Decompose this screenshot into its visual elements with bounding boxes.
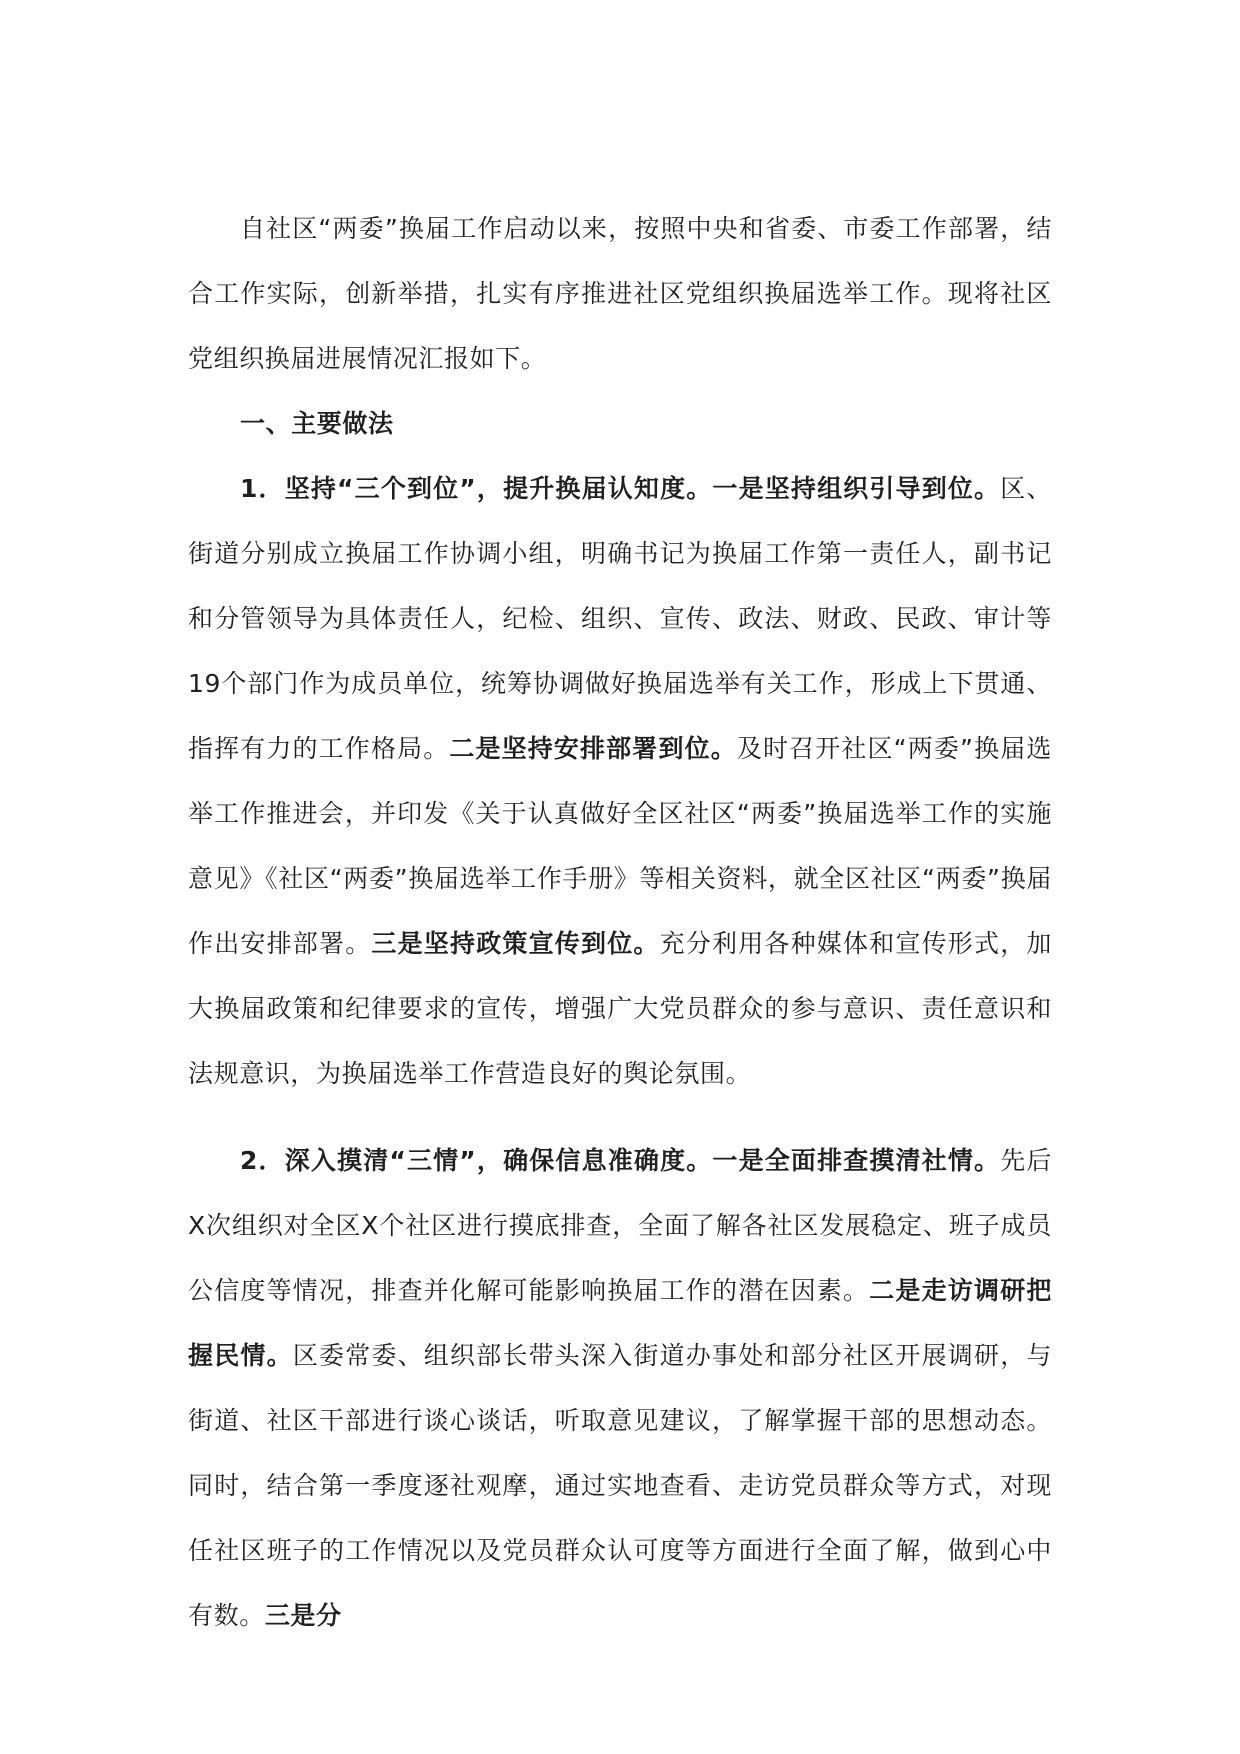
item-1-point-3-text: 充分利用各种媒体和宣传形式，加大换届政策和纪律要求的宣传，增强广大党员群众的参与意识、责任意识和法规意识，为换届选举工作营造良好的舆论氛围。 [188, 929, 1052, 1088]
item-1-point-1-text: 区、街道分别成立换届工作协调小组，明确书记为换届工作第一责任人，副书记和分管领导为具体责任人，纪检、组织、宣传、政法、财政、民政、审计等19个部门作为成员单位，统筹协调做好换届选举有关工作，形成上下贯通、指挥有力的工作格局。 [188, 474, 1052, 763]
section-heading [188, 391, 1052, 456]
item-1-title: 1．坚持“三个到位”，提升换届认知度。 [240, 474, 713, 503]
item-2-point-3-lead: 三是分 [264, 1601, 342, 1630]
item-1-point-1-lead: 一是坚持组织引导到位。 [712, 474, 1001, 503]
item-1-point-3-lead: 三是坚持政策宣传到位。 [371, 929, 660, 958]
item-2-point-2-text: 区委常委、组织部长带头深入街道办事处和部分社区开展调研，与街道、社区干部进行谈心谈话，听取意见建议，了解掌握干部的思想动态。同时，结合第一季度逐社观摩，通过实地查看、走访党员群众等方式，对现任社区班子的工作情况以及党员群众认可度等方面进行全面了解，做到心中有数。 [188, 1341, 1053, 1630]
item-2-point-1-text: 先后X次组织对全区X个社区进行摸底排查，全面了解各社区发展稳定、班子成员公信度等情况，排查并化解可能影响换届工作的潜在因素。 [188, 1146, 1052, 1305]
item-2-point-1-lead: 一是全面排查摸清社情。 [712, 1146, 1001, 1175]
item-1-point-2-lead: 二是坚持安排部署到位。 [449, 734, 737, 763]
item-1-point-2-text: 及时召开社区“两委”换届选举工作推进会，并印发《关于认真做好全区社区“两委”换届选举工作的实施意见》《社区“两委”换届选举工作手册》等相关资料，就全区社区“两委”换届作出安排部署。 [188, 734, 1052, 958]
item-2-paragraph [188, 1128, 1052, 1648]
section-heading-text: 一、主要做法 [240, 409, 394, 438]
item-2-title: 2．深入摸清“三情”，确保信息准确度。 [240, 1146, 713, 1175]
item-2-point-2-lead: 二是走访调研把握民情。 [188, 1276, 1053, 1370]
item-1-paragraph [188, 456, 1052, 1106]
intro-paragraph: 自社区“两委”换届工作启动以来，按照中央和省委、市委工作部署，结合工作实际，创新举措，扎实有序推进社区党组织换届选举工作。现将社区党组织换届进展情况汇报如下。 [188, 214, 1052, 373]
